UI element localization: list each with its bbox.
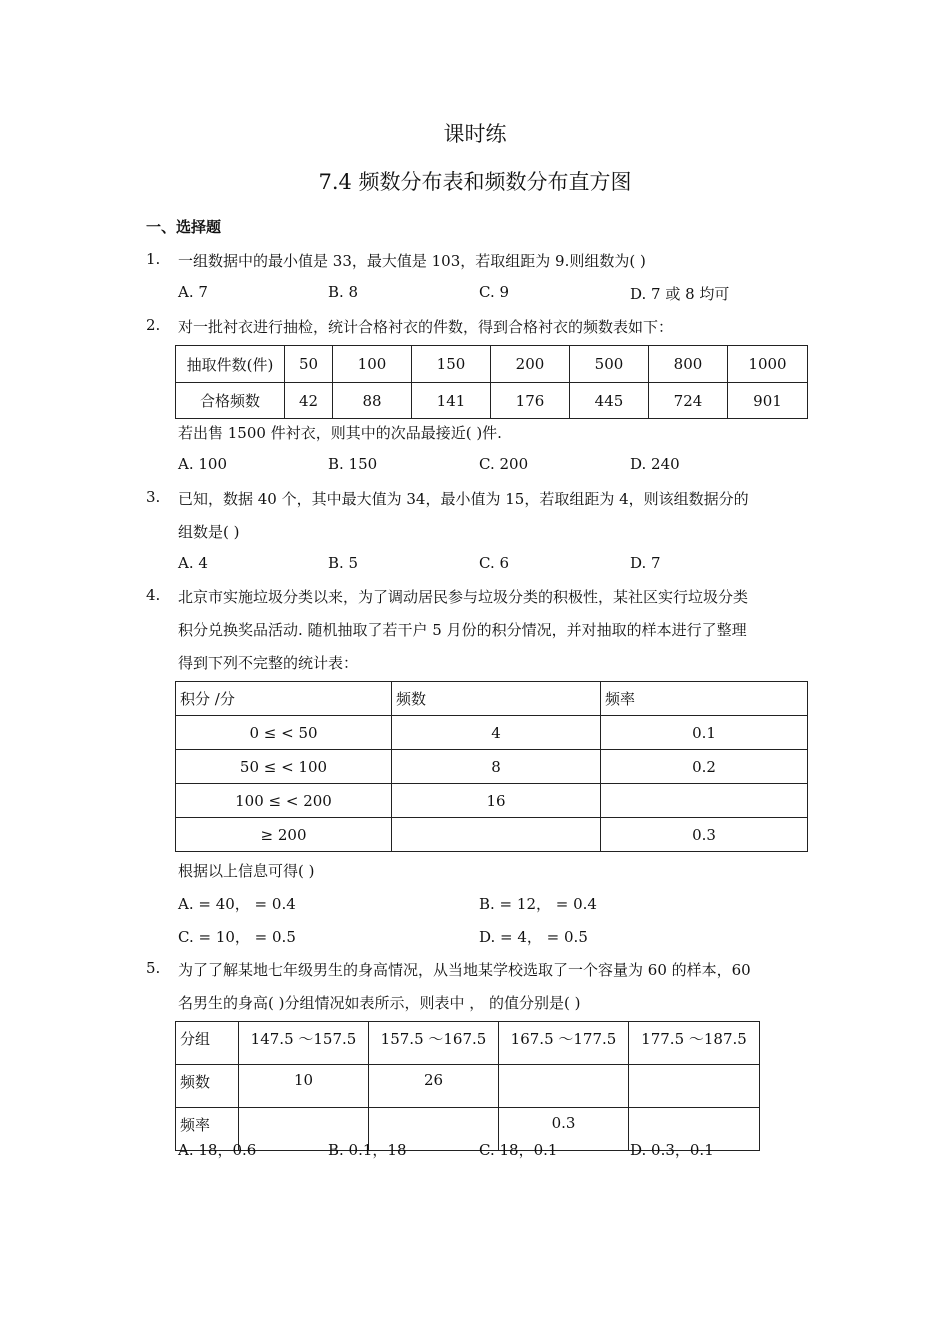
q2-cell: 800 <box>649 346 728 383</box>
q2-cell: 901 <box>728 383 808 419</box>
q3-text-line1: 已知，数据 40 个，其中最大值为 34，最小值为 15，若取组距为 4，则该组数据分的 <box>178 490 749 508</box>
q2-cell: 42 <box>285 383 333 419</box>
q5-text-line1: 为了了解某地七年级男生的身高情况，从当地某学校选取了一个容量为 60 的样本，60 <box>178 961 751 979</box>
q2-number: 2. <box>146 316 161 334</box>
q4-text-line3: 得到下列不完整的统计表： <box>178 654 359 672</box>
q1-option-d: D. 7 或 8 均可 <box>630 285 730 303</box>
q1-option-a: A. 7 <box>178 283 208 301</box>
q4-option-a: A. = 40， = 0.4 <box>178 895 296 913</box>
q4-text-line2: 积分兑换奖品活动. 随机抽取了若干户 5 月份的积分情况，并对抽取的样本进行了整理 <box>178 621 747 639</box>
q3-option-c: C. 6 <box>479 554 510 572</box>
q4-cell: ≥ 200 <box>176 818 392 852</box>
q4-header-cell: 频率 <box>601 682 808 716</box>
q5-row-label: 频数 <box>176 1065 239 1108</box>
q2-table <box>175 345 808 419</box>
q4-cell: 0.1 <box>601 716 808 750</box>
q2-cell: 176 <box>491 383 570 419</box>
q4-cell: 100 ≤ < 200 <box>176 784 392 818</box>
q2-option-d: D. 240 <box>630 455 680 473</box>
q4-option-b: B. = 12， = 0.4 <box>479 895 597 913</box>
q2-cell: 100 <box>333 346 412 383</box>
q2-cell: 500 <box>570 346 649 383</box>
q5-row-label: 频率 <box>176 1108 239 1151</box>
table-row <box>176 383 808 419</box>
q4-cell: 4 <box>392 716 601 750</box>
q4-cell: 16 <box>392 784 601 818</box>
q2-cell: 合格频数 <box>176 383 285 419</box>
q5-header-cell: 157.5 ～167.5 <box>369 1022 499 1065</box>
q5-option-b: B. 0.1，18 <box>328 1141 407 1159</box>
q1-number: 1. <box>146 250 161 268</box>
q4-header-cell: 频数 <box>392 682 601 716</box>
q4-cell: 0.2 <box>601 750 808 784</box>
q5-option-c: C. 18，0.1 <box>479 1141 558 1159</box>
q2-cell: 88 <box>333 383 412 419</box>
table-row <box>176 750 808 784</box>
q4-cell: 50 ≤ < 100 <box>176 750 392 784</box>
q4-cell <box>601 784 808 818</box>
q4-cell <box>392 818 601 852</box>
q5-cell: 10 <box>239 1065 369 1108</box>
q5-header-cell: 分组 <box>176 1022 239 1065</box>
q5-table <box>175 1021 760 1151</box>
q4-option-c: C. = 10， = 0.5 <box>178 928 296 946</box>
q3-option-a: A. 4 <box>178 554 208 572</box>
q3-number: 3. <box>146 488 161 506</box>
q5-option-a: A. 18，0.6 <box>178 1141 257 1159</box>
q2-cell: 50 <box>285 346 333 383</box>
q4-option-d: D. = 4， = 0.5 <box>479 928 588 946</box>
q4-number: 4. <box>146 586 161 604</box>
q2-cell: 141 <box>412 383 491 419</box>
q2-cell: 150 <box>412 346 491 383</box>
q5-number: 5. <box>146 959 161 977</box>
q4-table <box>175 681 808 852</box>
table-row <box>176 784 808 818</box>
q4-header-cell: 积分 /分 <box>176 682 392 716</box>
q2-text: 对一批衬衣进行抽检，统计合格衬衣的件数，得到合格衬衣的频数表如下： <box>178 318 674 336</box>
q5-header-cell: 147.5 ～157.5 <box>239 1022 369 1065</box>
q4-cell: 8 <box>392 750 601 784</box>
table-row <box>176 682 808 716</box>
q4-text-line1: 北京市实施垃圾分类以来，为了调动居民参与垃圾分类的积极性，某社区实行垃圾分类 <box>178 588 749 606</box>
table-row <box>176 1065 760 1108</box>
q2-cell: 1000 <box>728 346 808 383</box>
q5-option-d: D. 0.3，0.1 <box>630 1141 714 1159</box>
q5-cell: 0.3 <box>499 1108 629 1151</box>
table-row <box>176 716 808 750</box>
section-heading: 一、选择题 <box>146 218 222 236</box>
q1-text: 一组数据中的最小值是 33，最大值是 103，若取组距为 9.则组数为( ) <box>178 252 646 270</box>
q2-option-c: C. 200 <box>479 455 529 473</box>
q2-option-a: A. 100 <box>178 455 227 473</box>
q1-option-b: B. 8 <box>328 283 359 301</box>
q4-cell: 0 ≤ < 50 <box>176 716 392 750</box>
q2-option-b: B. 150 <box>328 455 378 473</box>
q4-cell: 0.3 <box>601 818 808 852</box>
q2-cell: 抽取件数(件) <box>176 346 285 383</box>
q5-cell <box>629 1065 760 1108</box>
table-row <box>176 346 808 383</box>
page-title: 课时练 <box>443 122 507 146</box>
q5-header-cell: 177.5 ～187.5 <box>629 1022 760 1065</box>
table-row <box>176 818 808 852</box>
table-row <box>176 1022 760 1065</box>
q1-option-c: C. 9 <box>479 283 510 301</box>
page-subtitle: 7.4 频数分布表和频数分布直方图 <box>318 170 632 194</box>
q5-header-cell: 167.5 ～177.5 <box>499 1022 629 1065</box>
q2-cell: 724 <box>649 383 728 419</box>
q5-cell: 26 <box>369 1065 499 1108</box>
q4-after-text: 根据以上信息可得( ) <box>178 862 315 880</box>
q3-text-line2: 组数是( ) <box>178 523 240 541</box>
q5-cell <box>499 1065 629 1108</box>
q5-text-line2: 名男生的身高( )分组情况如表所示，则表中 ， 的值分别是( ) <box>178 994 581 1012</box>
q2-cell: 445 <box>570 383 649 419</box>
q3-option-d: D. 7 <box>630 554 661 572</box>
q2-cell: 200 <box>491 346 570 383</box>
q2-after-text: 若出售 1500 件衬衣，则其中的次品最接近( )件. <box>178 424 502 442</box>
q3-option-b: B. 5 <box>328 554 359 572</box>
